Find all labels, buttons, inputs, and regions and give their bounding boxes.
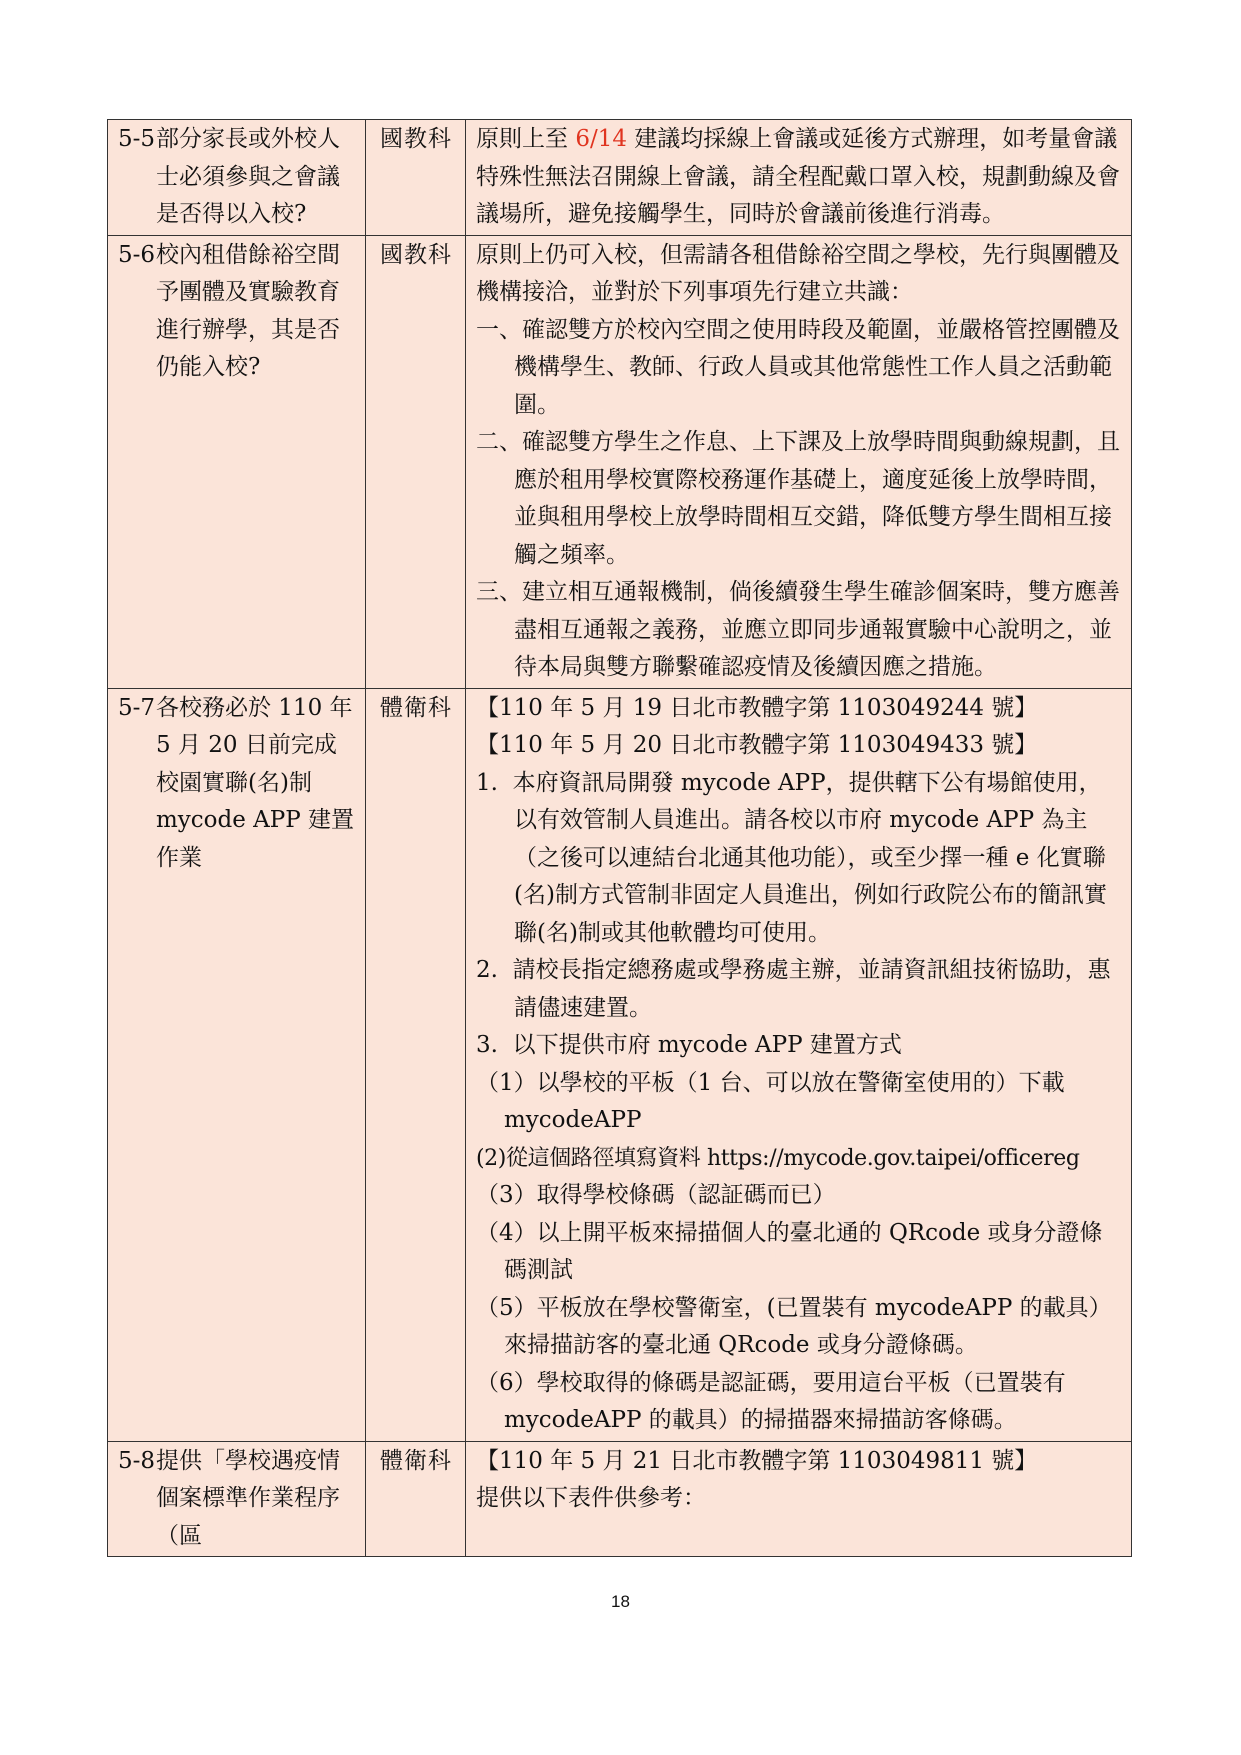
answer-cell [466,1441,1132,1557]
answer-cell [466,688,1132,1441]
department-cell: 體衛科 [366,688,466,1441]
answer-intro: 原則上仍可入校，但需請各租借餘裕空間之學校，先行與團體及機構接洽，並對於下列事項先行建立共識： [476,241,1120,305]
answer-cell [466,120,1132,236]
question-cell [108,688,366,1441]
department-cell: 體衛科 [366,1441,466,1557]
question-text: 各校務必於 110 年 5 月 20 日前完成校園實聯(名)制 mycode APP 建置作業 [156,694,355,871]
department-cell: 國教科 [366,120,466,236]
setup-step: （3）取得學校條碼（認証碼而已） [476,1182,836,1208]
answer-cell [466,235,1132,688]
answer-text: 原則上至 6/14 建議均採線上會議或延後方式辦理，如考量會議特殊性無法召開線上會議，請全程配戴口罩入校，規劃動線及會議場所，避免接觸學生，同時於會議前後進行消毒。 [476,126,1120,227]
answer-item: 一、確認雙方於校內空間之使用時段及範圍，並嚴格管控團體及機構學生、教師、行政人員或其他常態性工作人員之活動範圍。 [476,316,1120,418]
table-row [108,1441,1132,1557]
question-text: 部分家長或外校人士必須參與之會議是否得以入校? [156,126,340,227]
answer-intro: 提供以下表件供參考： [476,1485,706,1511]
setup-step: （1）以學校的平板（1 台、可以放在警衛室使用的）下載 mycodeAPP [476,1069,1065,1133]
question-cell [108,235,366,688]
question-text: 校內租借餘裕空間予團體及實驗教育進行辦學，其是否仍能入校? [156,241,340,380]
page-number: 18 [611,1592,630,1611]
question-number: 5-6 [118,241,156,268]
answer-item: 2. 請校長指定總務處或學務處主辦，並請資訊組技術協助，惠請儘速建置。 [476,957,1111,1021]
setup-step: （4）以上開平板來掃描個人的臺北通的 QRcode 或身分證條碼測試 [476,1219,1103,1283]
question-text: 提供「學校遇疫情個案標準作業程序（區 [156,1447,340,1549]
answer-item: 三、建立相互通報機制，倘後續發生學生確診個案時，雙方應善盡相互通報之義務，並應立即同步通報實驗中心說明之，並待本局與雙方聯繫確認疫情及後續因應之措施。 [476,579,1120,680]
table-row [108,688,1132,1441]
table-row [108,120,1132,236]
table-row [108,235,1132,688]
answer-item: 1. 本府資訊局開發 mycode APP，提供轄下公有場館使用，以有效管制人員進出。請各校以市府 mycode APP 為主（之後可以連結台北通其他功能），或至少擇一種 e 化實聯(名)制方式管制非固定人員進出，例如行政院公布的簡訊實聯(名)制或其他軟體均可使用。 [476,769,1107,946]
question-cell [108,120,366,236]
document-reference: 【110 年 5 月 21 日北市教體字第 1103049811 號】 [476,1447,1038,1474]
setup-step: （6）學校取得的條碼是認証碼，要用這台平板（已置裝有 mycodeAPP 的載具）的掃描器來掃描訪客條碼。 [476,1369,1066,1433]
question-number: 5-7 [118,694,156,721]
question-number: 5-5 [118,126,156,152]
document-reference: 【110 年 5 月 19 日北市教體字第 1103049244 號】 [476,694,1038,721]
setup-step: （5）平板放在學校警衛室，(已置裝有 mycodeAPP 的載具）來掃描訪客的臺北通 QRcode 或身分證條碼。 [476,1294,1112,1358]
qa-table [107,119,1132,1557]
department-cell: 國教科 [366,235,466,688]
document-reference: 【110 年 5 月 20 日北市教體字第 1103049433 號】 [476,732,1038,758]
setup-step: (2)從這個路徑填寫資料 https://mycode.gov.taipei/officereg [476,1145,1080,1171]
answer-item: 3. 以下提供市府 mycode APP 建置方式 [476,1032,902,1058]
answer-item: 二、確認雙方學生之作息、上下課及上放學時間與動線規劃，且應於租用學校實際校務運作基礎上，適度延後上放學時間，並與租用學校上放學時間相互交錯，降低雙方學生間相互接觸之頻率。 [476,429,1120,568]
question-number: 5-8 [118,1447,156,1474]
highlight-date: 6/14 [575,126,627,152]
question-cell [108,1441,366,1557]
